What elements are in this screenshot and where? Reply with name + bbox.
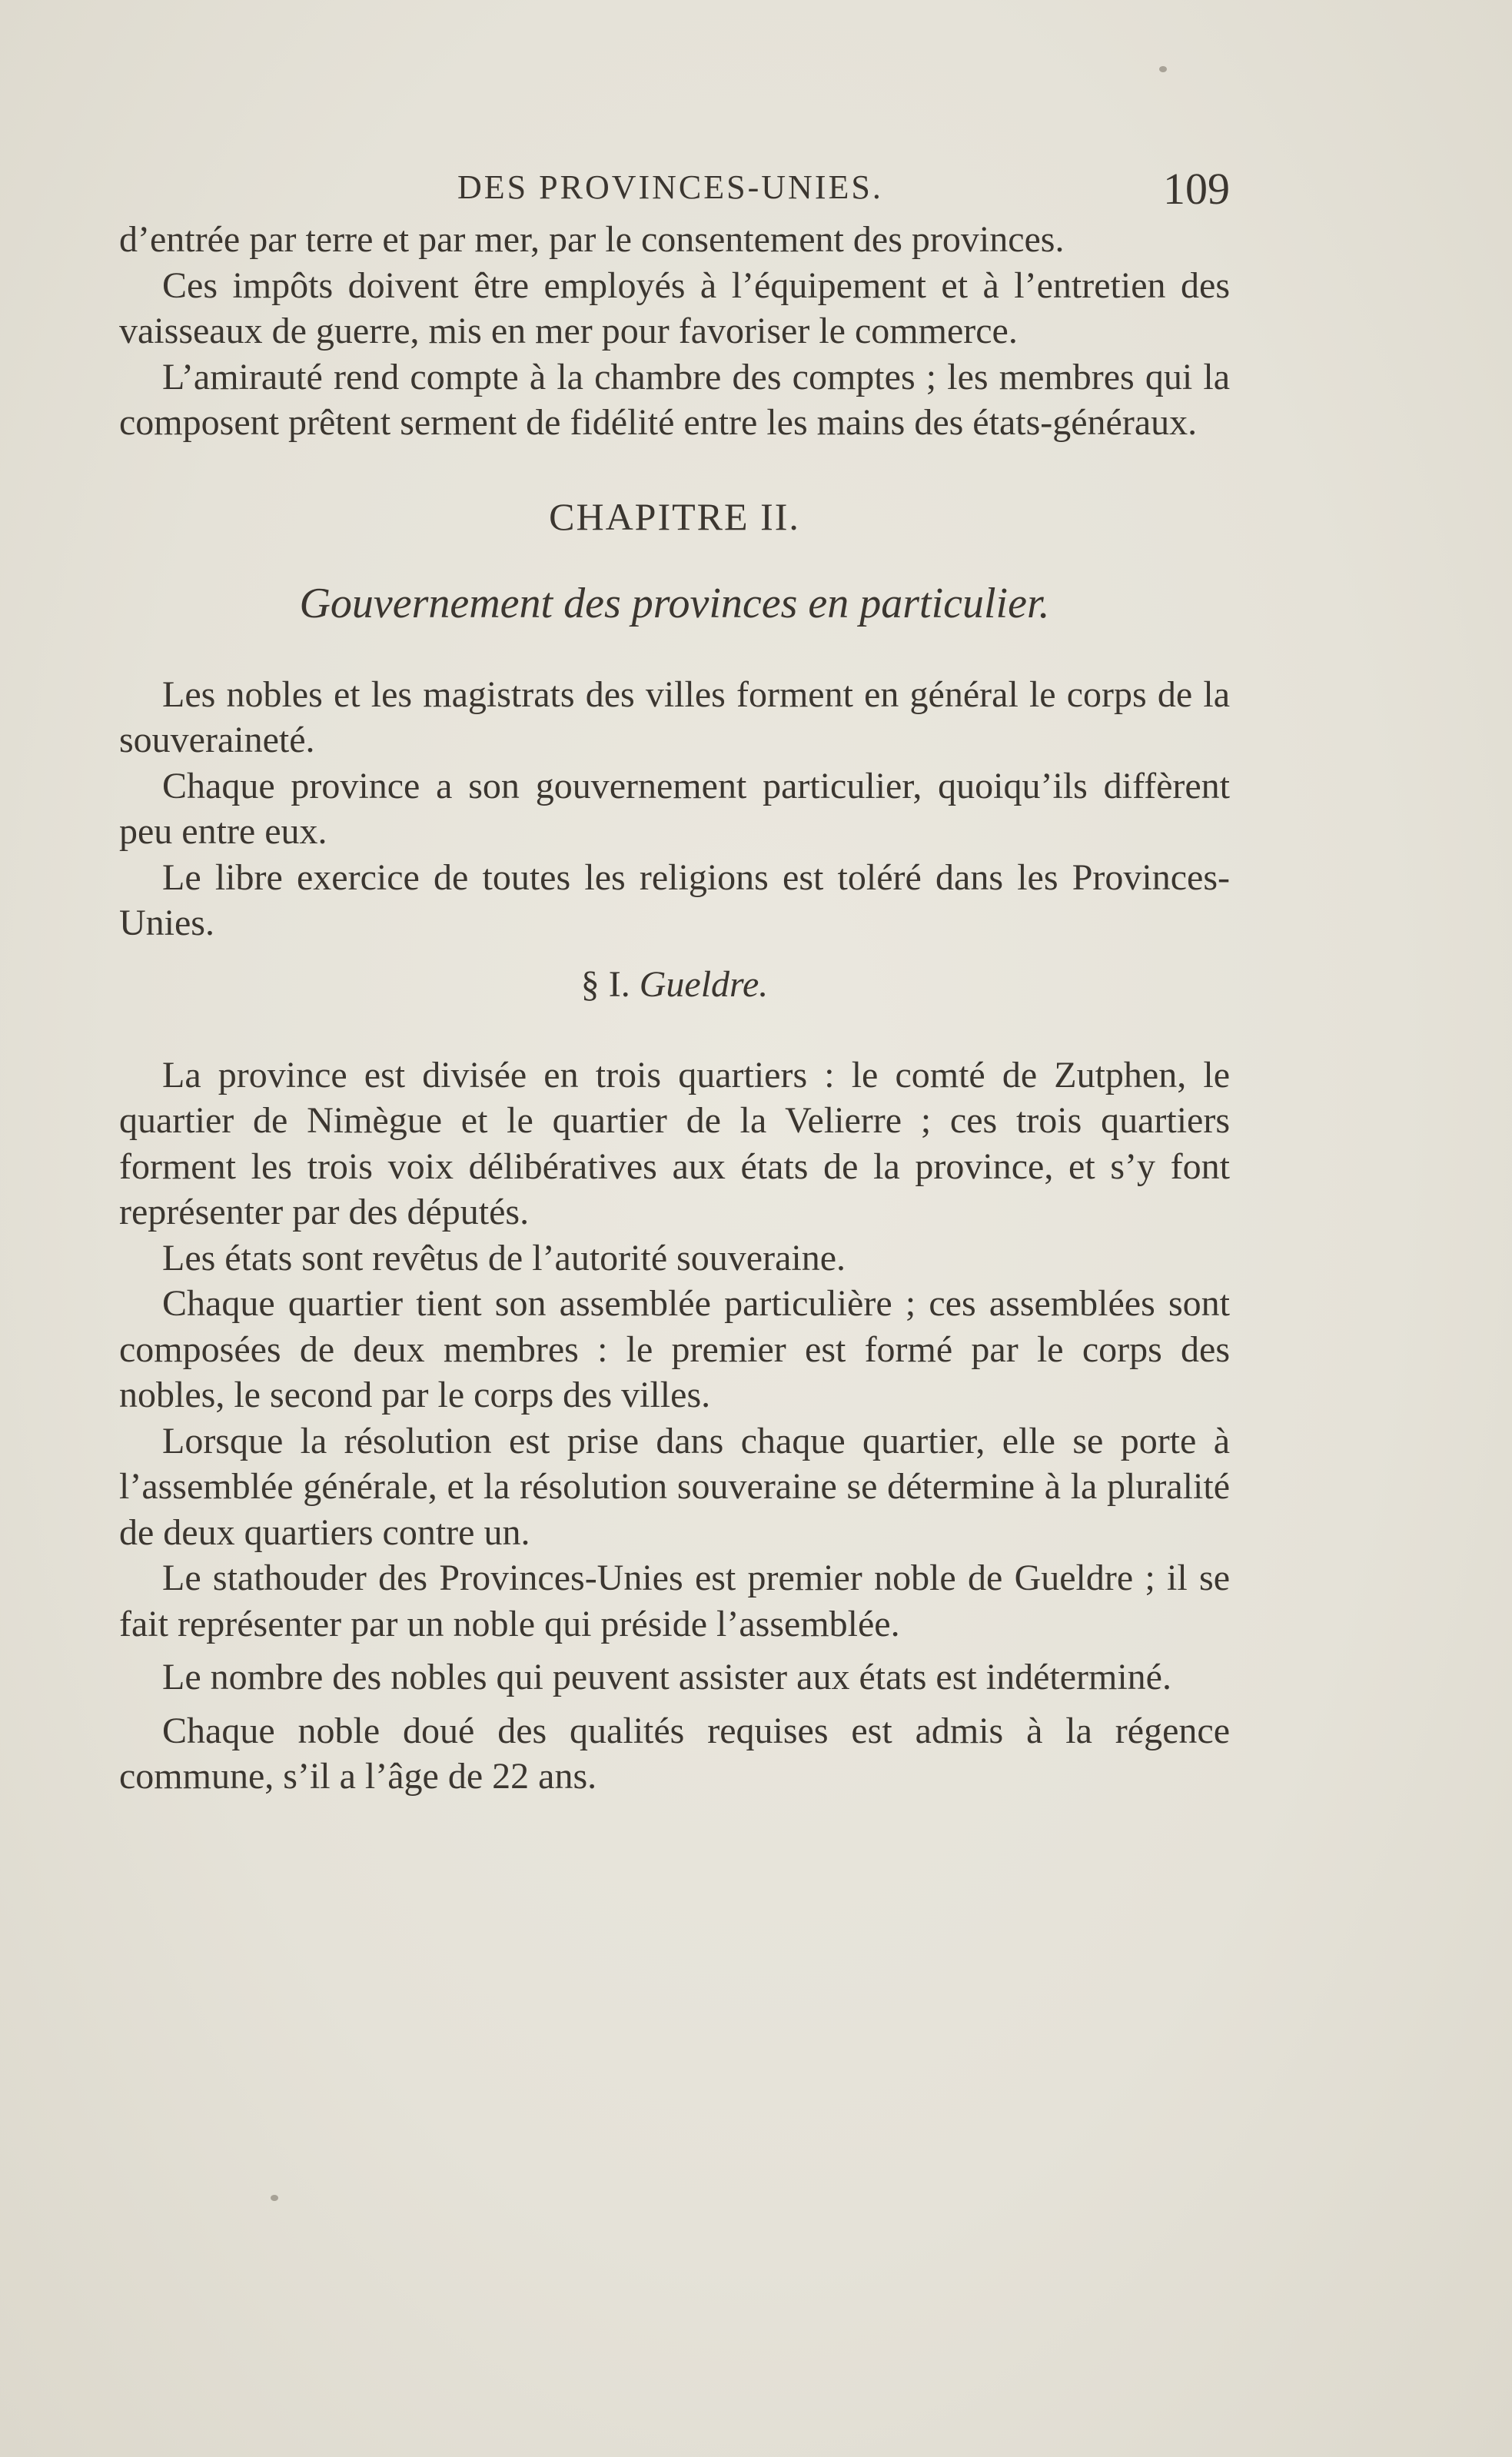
paragraph: L’amirauté rend compte à la chambre des comptes ; les membres qui la composent prêtent serment de fidélité entre les mains des états-généraux.	[119, 356, 1230, 443]
page-body	[119, 217, 1230, 1800]
paper-speck	[1159, 66, 1167, 72]
section-heading	[119, 962, 1230, 1008]
paragraph: Les états sont revêtus de l’autorité souveraine.	[162, 1237, 846, 1278]
paragraph: Le libre exercice de toutes les religions est toléré dans les Provinces-Unies.	[119, 856, 1230, 943]
paragraph: Le stathouder des Provinces-Unies est premier noble de Gueldre ; il se fait représenter par un noble qui préside l’assemblée.	[119, 1558, 1230, 1644]
section-title: Gueldre.	[639, 963, 769, 1005]
paragraph: La province est divisée en trois quartiers : le comté de Zutphen, le quartier de Nimègue et le quartier de la Velierre ; ces trois quartiers forment les trois voix délibératives aux états de la province, et s’y font représenter par des députés.	[119, 1054, 1230, 1232]
chapter-subtitle: Gouvernement des provinces en particulier.	[299, 579, 1050, 627]
paragraph: Chaque quartier tient son assemblée particulière ; ces assemblées sont composées de deux membres : le premier est formé par le corps des nobles, le second par le corps des villes.	[119, 1283, 1230, 1415]
page-number: 109	[1163, 164, 1230, 214]
chapter-title: CHAPITRE II.	[549, 494, 800, 538]
paragraph: d’entrée par terre et par mer, par le consentement des provinces.	[119, 219, 1065, 260]
page-header	[119, 163, 1230, 217]
paragraph: Ces impôts doivent être employés à l’équipement et à l’entretien des vaisseaux de guerre, mis en mer pour favoriser le commerce.	[119, 264, 1230, 351]
paragraph: Chaque noble doué des qualités requises est admis à la régence commune, s’il a l’âge de 22 ans.	[119, 1710, 1230, 1797]
paragraph: Le nombre des nobles qui peuvent assister aux états est indéterminé.	[162, 1657, 1171, 1697]
paragraph: Les nobles et les magistrats des villes forment en général le corps de la souveraineté.	[119, 673, 1230, 760]
paragraph: Lorsque la résolution est prise dans chaque quartier, elle se porte à l’assemblée générale, et la résolution souveraine se détermine à la pluralité de deux quartiers contre un.	[119, 1420, 1230, 1553]
running-head: DES PROVINCES-UNIES.	[457, 168, 883, 206]
paragraph: Chaque province a son gouvernement particulier, quoiqu’ils diffèrent peu entre eux.	[119, 765, 1230, 852]
section-number: § I.	[580, 963, 630, 1005]
paper-speck	[271, 2195, 278, 2201]
